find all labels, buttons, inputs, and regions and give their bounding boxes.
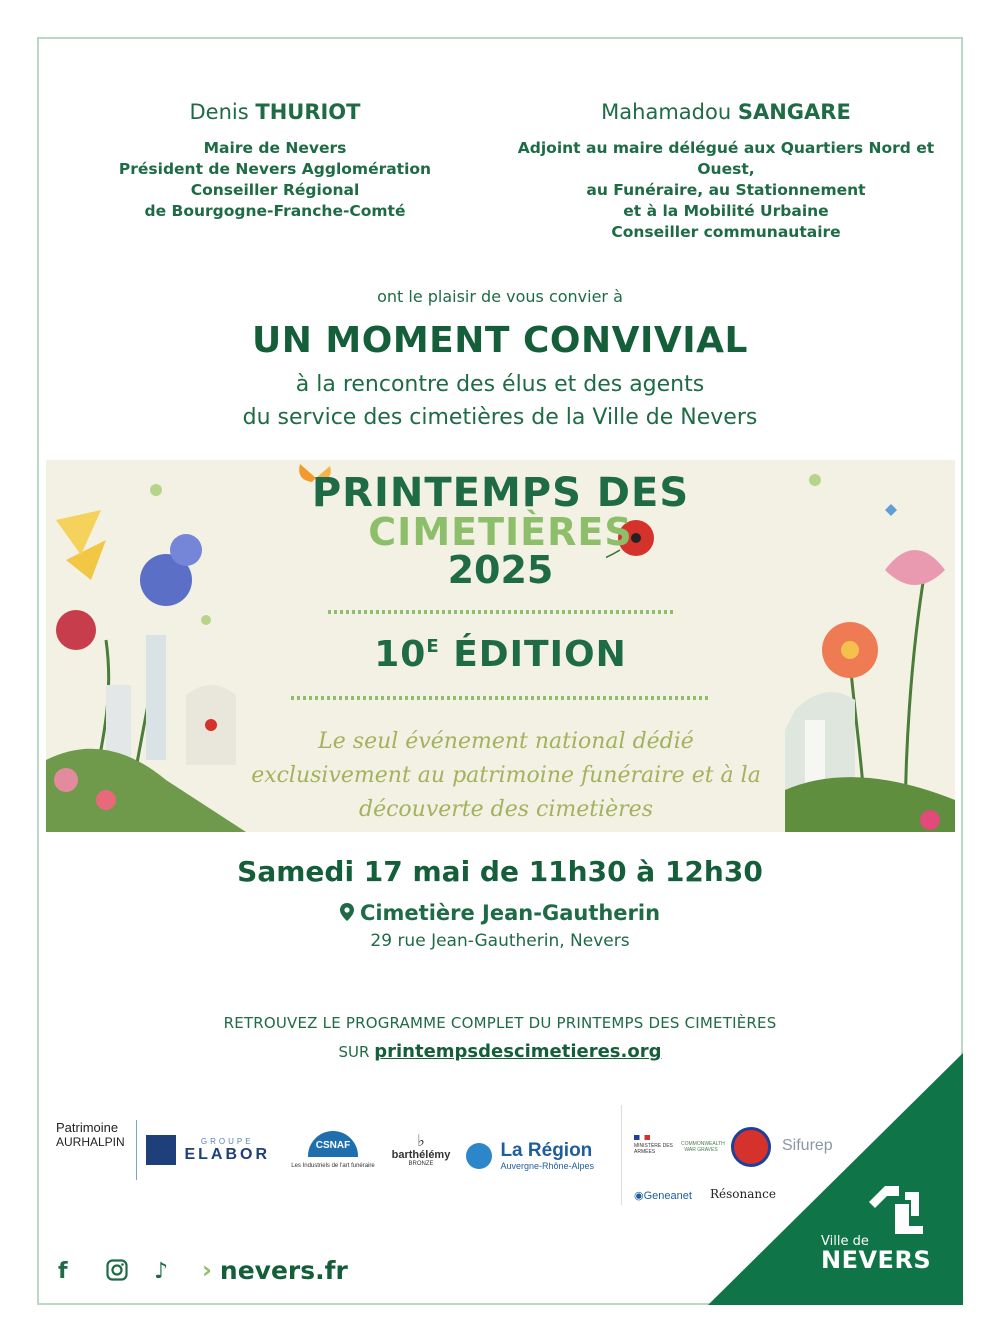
banner-divider [291,696,711,700]
banner-description: Le seul événement national dédié exclusivement au patrimoine funéraire et à la découverte des cimetières [251,729,761,822]
host-thuriot [110,100,440,222]
host-title: Conseiller communautaire [611,223,841,241]
location-pin-icon [340,903,354,921]
event-place [0,901,1000,925]
chevron-right-icon: › [202,1256,212,1284]
host-title: Maire de Nevers [203,139,347,157]
host-sangare [500,100,952,243]
host-last-name: THURIOT [255,100,361,124]
host-first-name: Denis [189,100,249,124]
banner-year: 2025 [447,548,554,592]
host-last-name: SANGARE [737,100,851,124]
patrimoine-aurhalpin-logo [56,1120,137,1180]
logo-text: Geneanet [643,1190,692,1202]
logo-text: AURHALPIN [56,1135,125,1149]
event-place-name: Cimetière Jean-Gautherin [359,901,661,925]
host-title: Adjoint au maire délégué aux Quartiers Nord et Ouest, [517,139,935,178]
host-title: au Funéraire, au Stationnement [586,181,866,199]
social-bar [58,1254,348,1286]
logo-text: ELABOR [184,1145,271,1163]
edition-number: 10 [374,634,427,675]
logo-text: CSNAF [308,1131,358,1157]
invite-intro: ont le plaisir de vous convier à [377,287,623,306]
cwgc-logo: COMMONWEALTH WAR GRAVES [681,1141,725,1153]
event-date: Samedi 17 mai de 11h30 à 12h30 [237,855,763,888]
invite-subtitle-line: du service des cimetières de la Ville de Nevers [242,405,758,430]
facebook-icon[interactable]: f [58,1259,68,1284]
host-first-name: Mahamadou [601,100,732,124]
invite-title: UN MOMENT CONVIVIAL [252,320,748,361]
banner-title: PRINTEMPS DES [311,470,690,516]
website-link[interactable]: nevers.fr [219,1255,348,1285]
elabor-logo [146,1135,270,1165]
logo-text: Auvergne-Rhône-Alpes [500,1161,595,1171]
sifurep-logo: Sifurep [782,1137,833,1154]
host-title: Conseiller Régional [190,181,360,199]
region-mark-icon [466,1143,492,1169]
csnaf-logo [288,1131,378,1169]
logo-text: Les Industriels de l'art funéraire [291,1163,375,1169]
logo-text: BRONZE [408,1161,434,1167]
program-prefix: SUR [338,1043,370,1061]
tiktok-icon[interactable]: ♪ [154,1259,169,1284]
invite-subtitle-line: à la rencontre des élus et des agents [295,372,705,397]
elabor-mark-icon [146,1135,176,1165]
barthelemy-logo [386,1135,456,1167]
partners-divider [621,1105,622,1205]
invite-subtitle [0,368,1000,434]
event-banner [46,460,955,832]
banner-title-secondary: CIMETIÈRES [368,510,633,554]
banner-divider [328,610,673,614]
barthelemy-mark-icon: ♭ [417,1133,425,1150]
program-text: RETROUVEZ LE PROGRAMME COMPLET DU PRINTEMPS DES CIMETIÈRES [223,1014,777,1032]
event-address: 29 rue Jean-Gautherin, Nevers [370,931,630,951]
region-auvergne-logo [466,1141,594,1171]
program-website-link[interactable]: printempsdescimetieres.org [374,1041,662,1062]
edition-word: ÉDITION [453,634,627,675]
host-name [110,100,440,124]
geneanet-logo: ◉Geneanet [634,1190,692,1202]
host-title: Président de Nevers Agglomération [118,160,432,178]
logo-text: La Région [500,1140,593,1161]
logo-text: GROUPE [200,1136,254,1146]
host-title: de Bourgogne-Franche-Comté [144,202,406,220]
instagram-icon[interactable] [106,1259,128,1281]
logo-text: barthélémy [391,1149,451,1161]
ville-de-label: Ville de [821,1234,869,1249]
logo-text: Patrimoine [56,1120,119,1135]
ministere-armees-logo [634,1135,674,1155]
ville-de-nevers-logo-icon [865,1186,929,1244]
host-title: et à la Mobilité Urbaine [623,202,829,220]
resonance-logo: Résonance [710,1187,776,1201]
banner-edition [46,634,955,675]
logo-text: MINISTÈRE DES ARMÉES [634,1143,673,1155]
host-name [500,100,952,124]
edition-superscript: E [426,636,440,657]
french-flag-icon [634,1135,650,1140]
nevers-label: NEVERS [821,1246,932,1274]
